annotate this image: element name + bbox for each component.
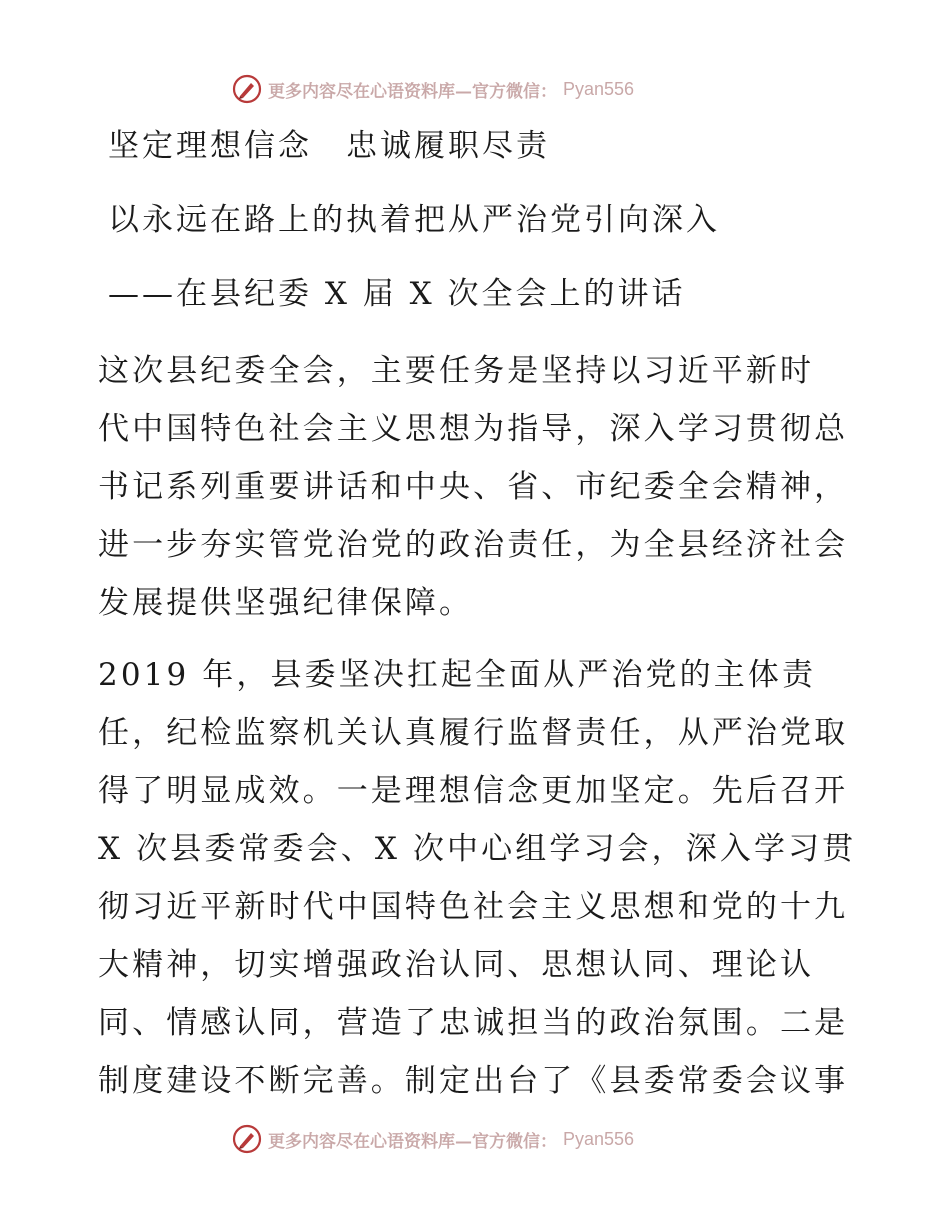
pen-logo-icon — [232, 74, 262, 104]
pen-logo-icon — [232, 1124, 262, 1154]
watermark-wechat-id: Pyan556 — [563, 1128, 635, 1149]
watermark-text: 更多内容尽在心语资料库—官方微信： — [268, 81, 557, 102]
text-line: 书记系列重要讲话和中央、省、市纪委全会精神， — [98, 469, 849, 505]
text-line: X 次县委常委会、X 次中心组学习会，深入学习贯 — [98, 831, 857, 867]
text-line: 任，纪检监察机关认真履行监督责任，从严治党取 — [98, 715, 849, 751]
watermark-wechat-id: Pyan556 — [563, 78, 635, 99]
text-line: 同、情感认同，营造了忠诚担当的政治氛围。二是 — [98, 1005, 849, 1041]
text-line: 得了明显成效。一是理想信念更加坚定。先后召开 — [98, 773, 849, 809]
text-line: 制度建设不断完善。制定出台了《县委常委会议事 — [98, 1063, 849, 1099]
text-line: 进一步夯实管党治党的政治责任，为全县经济社会 — [98, 527, 849, 563]
text-line: 代中国特色社会主义思想为指导，深入学习贯彻总 — [98, 411, 849, 447]
watermark-bottom — [232, 1122, 634, 1156]
text-line: 这次县纪委全会，主要任务是坚持以习近平新时 — [98, 353, 815, 389]
paragraph-1 — [98, 342, 858, 632]
watermark-text: 更多内容尽在心语资料库—官方微信： — [268, 1131, 557, 1152]
text-line: 彻习近平新时代中国特色社会主义思想和党的十九 — [98, 889, 849, 925]
paragraph-2 — [98, 646, 858, 1110]
document-title: 坚定理想信念 忠诚履职尽责 — [108, 128, 550, 164]
text-line: 发展提供坚强纪律保障。 — [98, 585, 474, 621]
text-line: 2019 年，县委坚决扛起全面从严治党的主体责 — [98, 657, 817, 693]
text-line: 大精神，切实增强政治认同、思想认同、理论认 — [98, 947, 815, 983]
watermark-top — [232, 72, 634, 106]
document-occasion: ——在县纪委 X 届 X 次全会上的讲话 — [108, 276, 686, 312]
document-subtitle: 以永远在路上的执着把从严治党引向深入 — [108, 202, 720, 238]
